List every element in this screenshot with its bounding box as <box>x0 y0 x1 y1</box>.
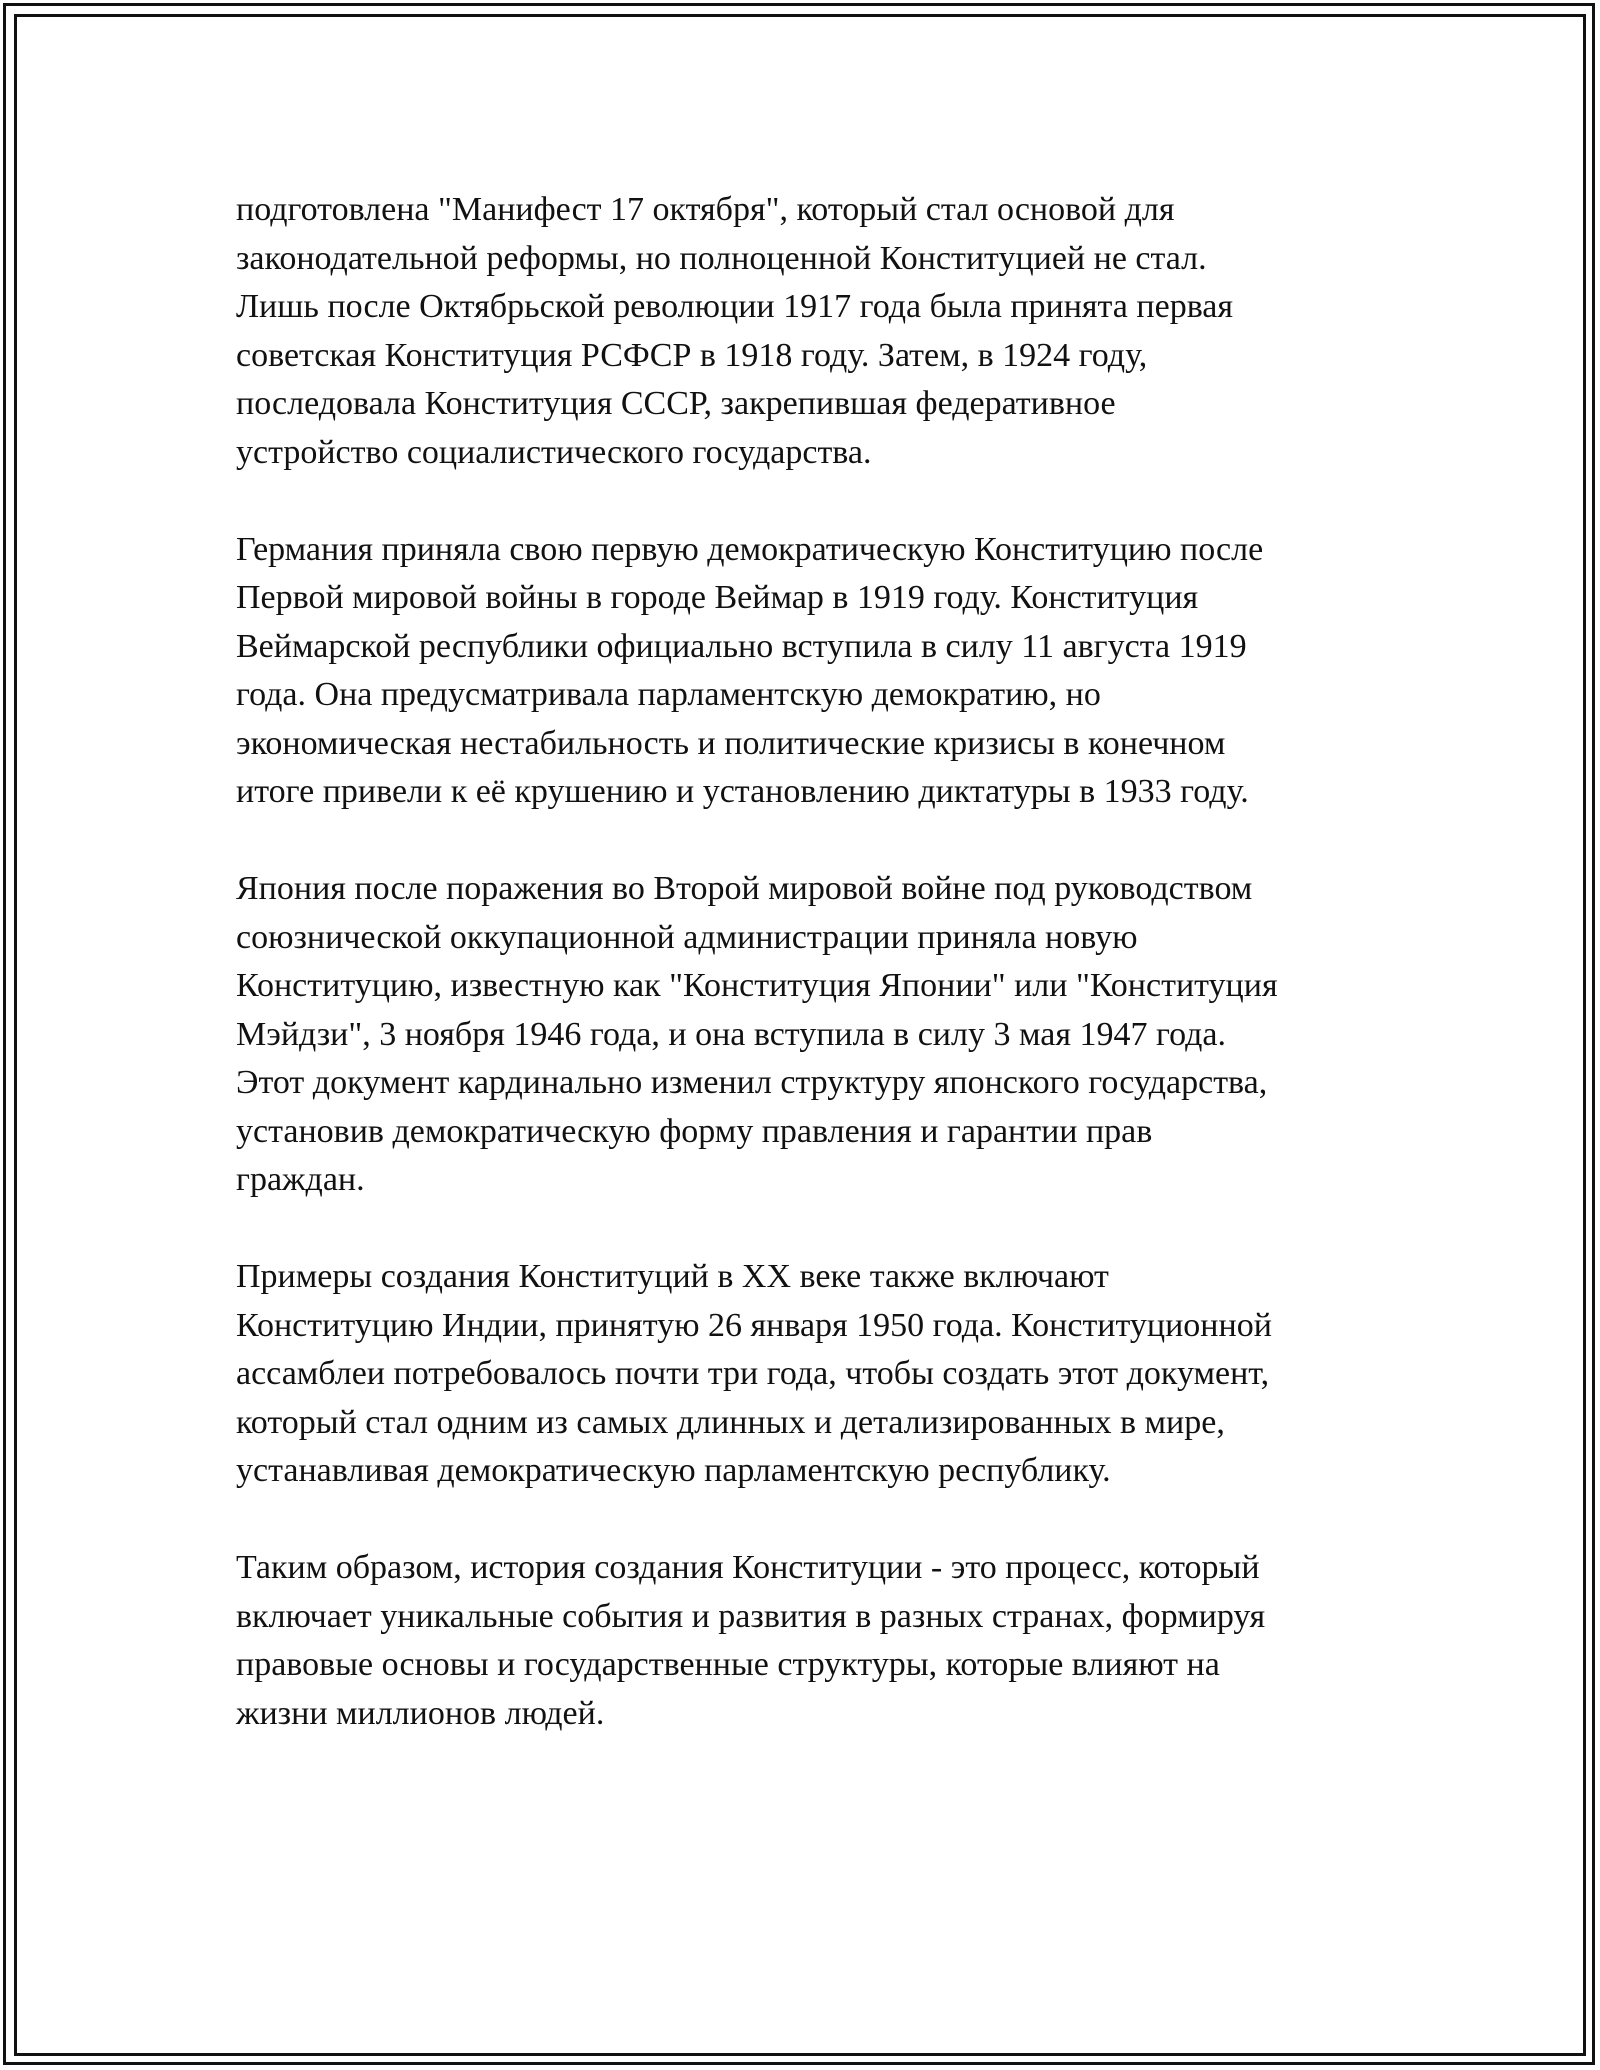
text-line: устройство социалистического государства. <box>236 433 872 471</box>
text-line: Лишь после Октябрьской революции 1917 года была принята первая <box>236 288 1234 325</box>
text-line: правовые основы и государственные структуры, которые влияют на <box>236 1646 1220 1683</box>
text-line: Этот документ кардинально изменил структуру японского государства, <box>236 1064 1268 1101</box>
text-line: устанавливая демократическую парламентскую республику. <box>236 1452 1111 1489</box>
text-line: итоге привели к её крушению и установлению диктатуры в 1933 году. <box>236 773 1249 810</box>
text-line: Веймарской республики официально вступила в силу 11 августа 1919 <box>236 627 1247 665</box>
paragraph-germany <box>236 526 1376 817</box>
text-line: Таким образом, история создания Конституции - это процесс, который <box>236 1549 1260 1586</box>
paragraph-conclusion <box>236 1544 1376 1738</box>
text-line: Примеры создания Конституций в XX веке также включают <box>236 1258 1109 1295</box>
text-line: Первой мировой войны в городе Веймар в 1919 году. Конституция <box>236 579 1199 616</box>
text-line: последовала Конституция СССР, закрепившая федеративное <box>236 385 1116 422</box>
text-line: подготовлена "Манифест 17 октября", который стал основой для <box>236 191 1175 228</box>
text-line: законодательной реформы, но полноценной Конституцией не стал. <box>236 239 1207 277</box>
document-body <box>236 186 1376 1787</box>
paragraph-india <box>236 1253 1376 1496</box>
text-line: Конституцию Индии, принятую 26 января 1950 года. Конституционной <box>236 1306 1272 1344</box>
text-line: Япония после поражения во Второй мировой войне под руководством <box>236 870 1253 907</box>
text-line: Конституцию, известную как "Конституция Японии" или "Конституция <box>236 967 1278 1004</box>
text-line: установив демократическую форму правления и гарантии прав <box>236 1112 1153 1150</box>
text-line: Мэйдзи", 3 ноября 1946 года, и она вступила в силу 3 мая 1947 года. <box>236 1015 1226 1053</box>
text-line: Германия приняла свою первую демократическую Конституцию после <box>236 530 1264 568</box>
text-line: включает уникальные события и развития в разных странах, формируя <box>236 1597 1266 1635</box>
paragraph-russia <box>236 186 1376 477</box>
paragraph-japan <box>236 865 1376 1205</box>
text-line: граждан. <box>236 1161 365 1198</box>
text-line: союзнической оккупационной администрации приняла новую <box>236 918 1138 956</box>
text-line: ассамблеи потребовалось почти три года, чтобы создать этот документ, <box>236 1355 1270 1392</box>
text-line: который стал одним из самых длинных и детализированных в мире, <box>236 1403 1225 1441</box>
text-line: года. Она предусматривала парламентскую демократию, но <box>236 676 1101 713</box>
text-line: экономическая нестабильность и политические кризисы в конечном <box>236 724 1226 762</box>
text-line: жизни миллионов людей. <box>236 1694 605 1732</box>
text-line: советская Конституция РСФСР в 1918 году. Затем, в 1924 году, <box>236 336 1148 374</box>
